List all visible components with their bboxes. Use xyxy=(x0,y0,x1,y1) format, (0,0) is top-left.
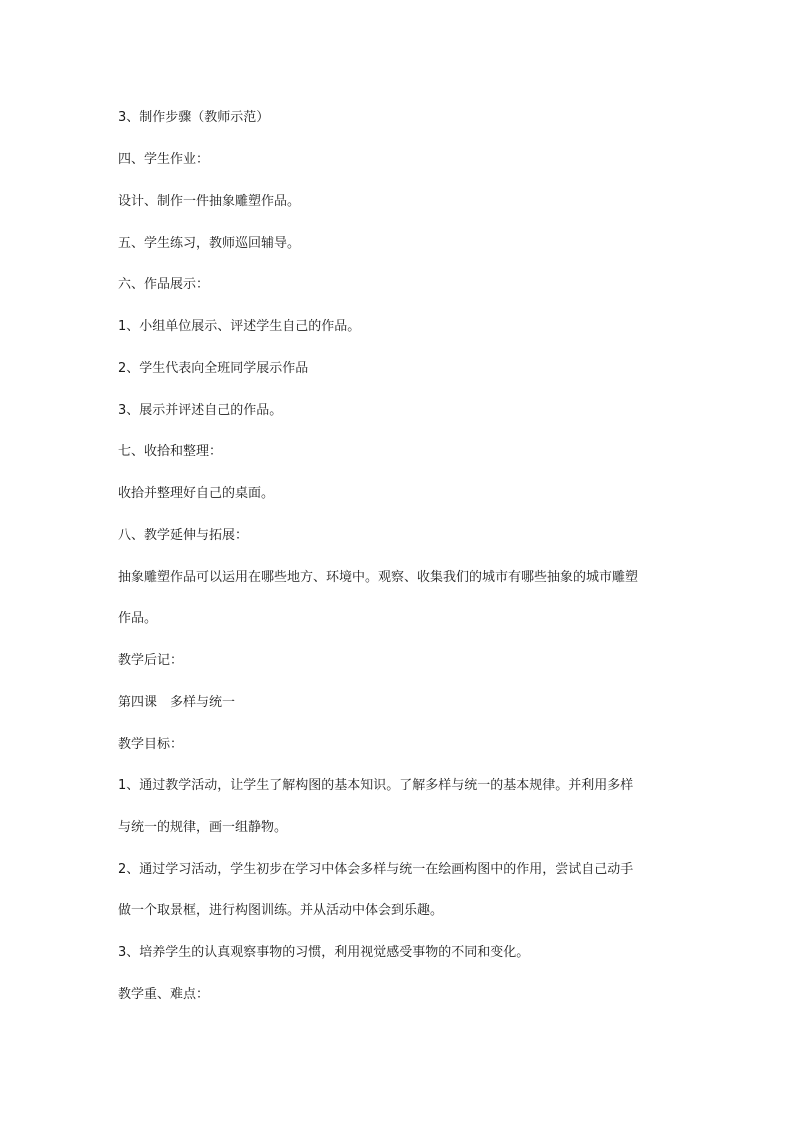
text-line-goal-1b: 与统一的规律，画一组静物。 xyxy=(118,820,288,835)
text-line-extension-2: 作品。 xyxy=(118,611,158,626)
text-line-display-item-1: 1、小组单位展示、评述学生自己的作品。 xyxy=(118,319,361,334)
text-line-assignment-content: 设计、制作一件抽象雕塑作品。 xyxy=(118,194,301,209)
text-line-step3-demo: 3、制作步骤（教师示范） xyxy=(118,110,270,125)
heading-key-difficult-points: 教学重、难点： xyxy=(118,987,210,1002)
text-line-cleanup-content: 收拾并整理好自己的桌面。 xyxy=(118,486,275,501)
heading-student-practice: 五、学生练习，教师巡回辅导。 xyxy=(118,236,301,251)
text-line-display-item-2: 2、学生代表向全班同学展示作品 xyxy=(118,361,309,376)
text-line-goal-2a: 2、通过学习活动，学生初步在学习中体会多样与统一在绘画构图中的作用，尝试自己动手 xyxy=(118,862,634,877)
heading-teaching-goals: 教学目标： xyxy=(118,737,184,752)
text-line-goal-3: 3、培养学生的认真观察事物的习惯，利用视觉感受事物的不同和变化。 xyxy=(118,945,530,960)
heading-extension: 八、教学延伸与拓展： xyxy=(118,528,249,543)
heading-student-assignment: 四、学生作业： xyxy=(118,152,210,167)
heading-cleanup: 七、收拾和整理： xyxy=(118,444,223,459)
heading-teaching-notes: 教学后记： xyxy=(118,653,184,668)
text-line-goal-1a: 1、通过教学活动，让学生了解构图的基本知识。了解多样与统一的基本规律。并利用多样 xyxy=(118,778,634,793)
text-line-extension-1: 抽象雕塑作品可以运用在哪些地方、环境中。观察、收集我们的城市有哪些抽象的城市雕塑 xyxy=(118,570,639,585)
text-line-goal-2b: 做一个取景框，进行构图训练。并从活动中体会到乐趣。 xyxy=(118,903,444,918)
text-line-display-item-3: 3、展示并评述自己的作品。 xyxy=(118,403,283,418)
lesson-title: 第四课 多样与统一 xyxy=(118,695,236,710)
heading-work-display: 六、作品展示： xyxy=(118,277,210,292)
